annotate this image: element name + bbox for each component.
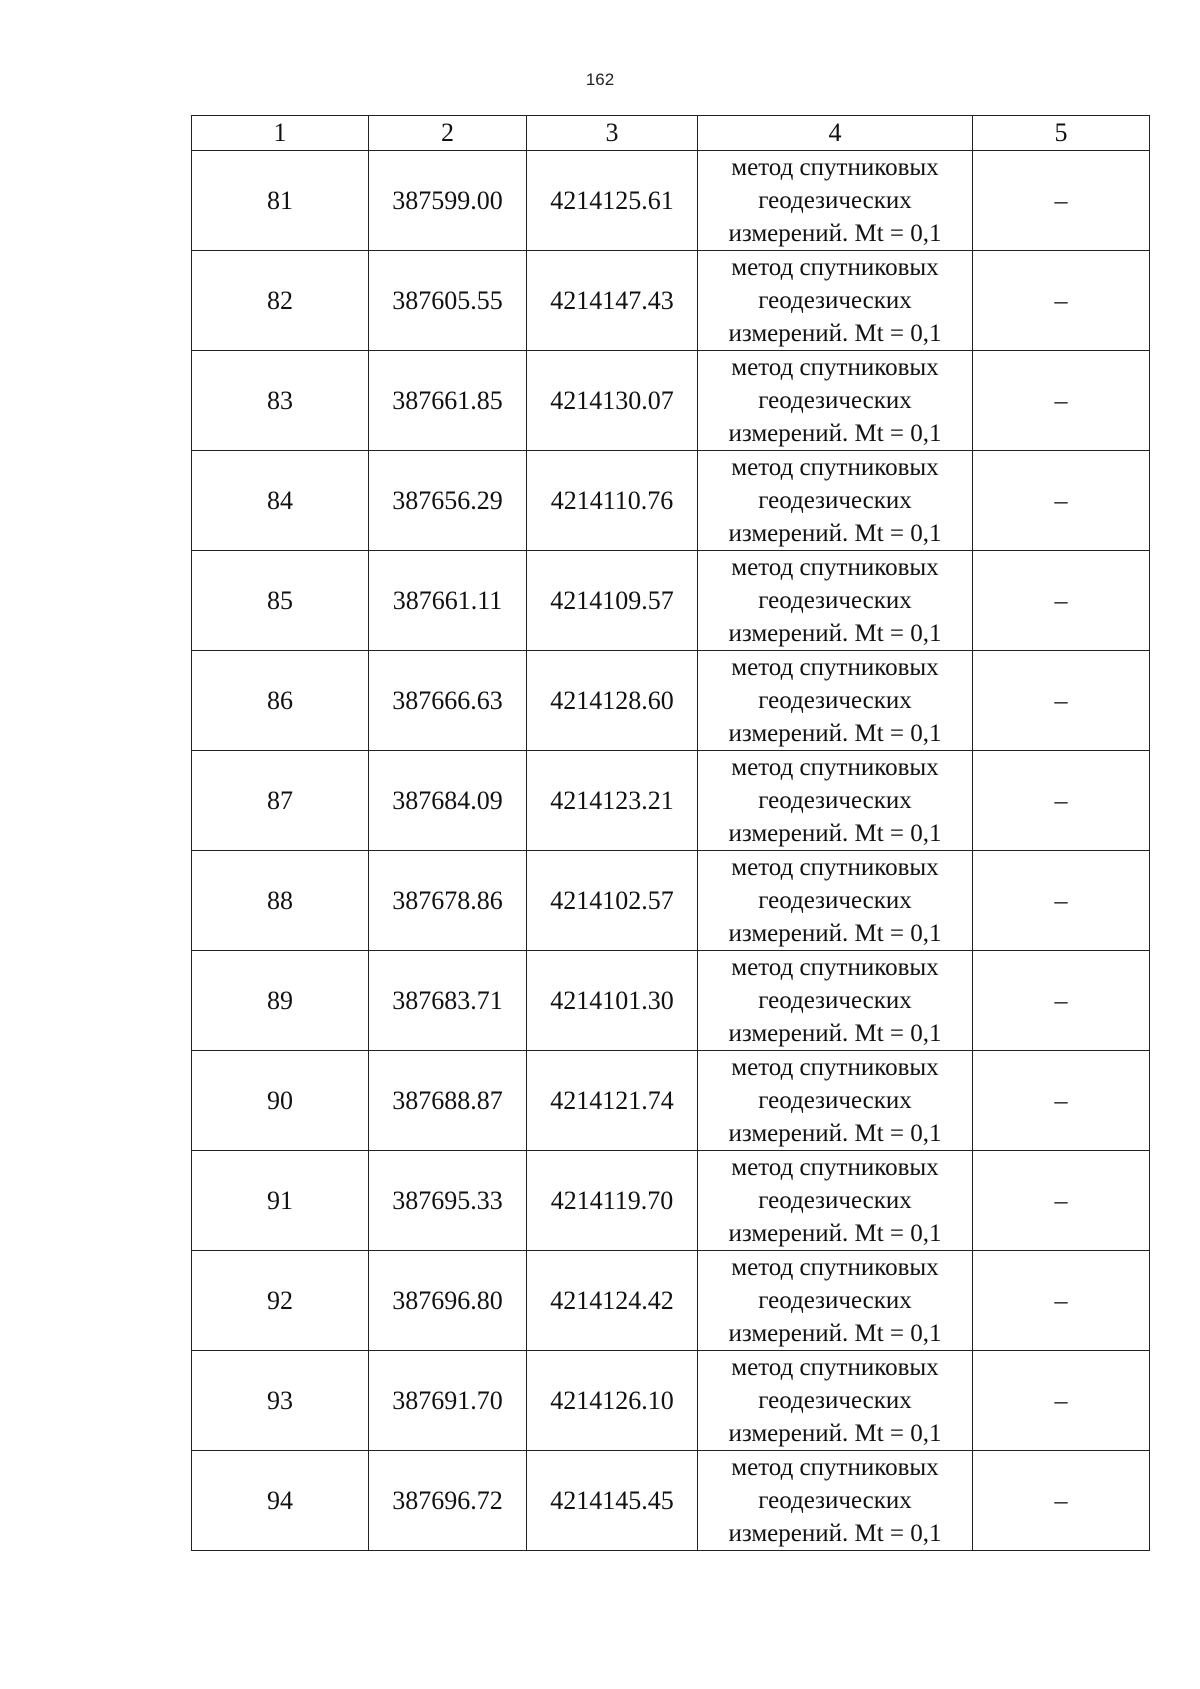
point-number-cell: 86 (192, 651, 369, 751)
table-row (192, 851, 1150, 951)
point-number-cell: 85 (192, 551, 369, 651)
x-coordinate-cell: 387684.09 (369, 751, 527, 851)
method-cell: метод спутниковых геодезических измерений. Mt = 0,1 (698, 251, 973, 351)
note-cell: – (973, 151, 1150, 251)
note-cell: – (973, 451, 1150, 551)
table-row (192, 1051, 1150, 1151)
point-number-cell: 93 (192, 1351, 369, 1451)
y-coordinate-cell: 4214102.57 (527, 851, 698, 951)
table-row (192, 551, 1150, 651)
header-cell-1: 1 (192, 116, 369, 151)
point-number-cell: 91 (192, 1151, 369, 1251)
x-coordinate-cell: 387661.85 (369, 351, 527, 451)
x-coordinate-cell: 387666.63 (369, 651, 527, 751)
y-coordinate-cell: 4214145.45 (527, 1451, 698, 1551)
point-number-cell: 82 (192, 251, 369, 351)
header-cell-2: 2 (369, 116, 527, 151)
y-coordinate-cell: 4214126.10 (527, 1351, 698, 1451)
table-row (192, 651, 1150, 751)
x-coordinate-cell: 387605.55 (369, 251, 527, 351)
header-row (192, 116, 1150, 151)
method-cell: метод спутниковых геодезических измерений. Mt = 0,1 (698, 751, 973, 851)
note-cell: – (973, 551, 1150, 651)
table-row (192, 351, 1150, 451)
x-coordinate-cell: 387656.29 (369, 451, 527, 551)
point-number-cell: 89 (192, 951, 369, 1051)
method-cell: метод спутниковых геодезических измерений. Mt = 0,1 (698, 351, 973, 451)
table-row (192, 1251, 1150, 1351)
method-cell: метод спутниковых геодезических измерений. Mt = 0,1 (698, 651, 973, 751)
x-coordinate-cell: 387695.33 (369, 1151, 527, 1251)
note-cell: – (973, 251, 1150, 351)
method-cell: метод спутниковых геодезических измерений. Mt = 0,1 (698, 1451, 973, 1551)
y-coordinate-cell: 4214124.42 (527, 1251, 698, 1351)
header-cell-3: 3 (527, 116, 698, 151)
x-coordinate-cell: 387678.86 (369, 851, 527, 951)
page-number: 162 (585, 70, 615, 89)
table-row (192, 951, 1150, 1051)
point-number-cell: 88 (192, 851, 369, 951)
table-row (192, 251, 1150, 351)
x-coordinate-cell: 387661.11 (369, 551, 527, 651)
point-number-cell: 84 (192, 451, 369, 551)
point-number-cell: 83 (192, 351, 369, 451)
method-cell: метод спутниковых геодезических измерений. Mt = 0,1 (698, 951, 973, 1051)
method-cell: метод спутниковых геодезических измерений. Mt = 0,1 (698, 1151, 973, 1251)
method-cell: метод спутниковых геодезических измерений. Mt = 0,1 (698, 1051, 973, 1151)
method-cell: метод спутниковых геодезических измерений. Mt = 0,1 (698, 451, 973, 551)
header-cell-4: 4 (698, 116, 973, 151)
x-coordinate-cell: 387688.87 (369, 1051, 527, 1151)
note-cell: – (973, 351, 1150, 451)
note-cell: – (973, 651, 1150, 751)
point-number-cell: 90 (192, 1051, 369, 1151)
note-cell: – (973, 1051, 1150, 1151)
table-row (192, 451, 1150, 551)
point-number-cell: 87 (192, 751, 369, 851)
y-coordinate-cell: 4214110.76 (527, 451, 698, 551)
table-row (192, 151, 1150, 251)
point-number-cell: 94 (192, 1451, 369, 1551)
note-cell: – (973, 1351, 1150, 1451)
note-cell: – (973, 951, 1150, 1051)
note-cell: – (973, 851, 1150, 951)
y-coordinate-cell: 4214128.60 (527, 651, 698, 751)
note-cell: – (973, 1151, 1150, 1251)
y-coordinate-cell: 4214147.43 (527, 251, 698, 351)
y-coordinate-cell: 4214109.57 (527, 551, 698, 651)
y-coordinate-cell: 4214130.07 (527, 351, 698, 451)
method-cell: метод спутниковых геодезических измерений. Mt = 0,1 (698, 851, 973, 951)
point-number-cell: 92 (192, 1251, 369, 1351)
note-cell: – (973, 1251, 1150, 1351)
x-coordinate-cell: 387696.80 (369, 1251, 527, 1351)
y-coordinate-cell: 4214121.74 (527, 1051, 698, 1151)
y-coordinate-cell: 4214119.70 (527, 1151, 698, 1251)
table-row (192, 1151, 1150, 1251)
y-coordinate-cell: 4214101.30 (527, 951, 698, 1051)
table-row (192, 1451, 1150, 1551)
method-cell: метод спутниковых геодезических измерений. Mt = 0,1 (698, 551, 973, 651)
x-coordinate-cell: 387599.00 (369, 151, 527, 251)
header-cell-5: 5 (973, 116, 1150, 151)
table-row (192, 1351, 1150, 1451)
note-cell: – (973, 1451, 1150, 1551)
coordinates-table (191, 115, 1150, 1551)
table-row (192, 751, 1150, 851)
y-coordinate-cell: 4214125.61 (527, 151, 698, 251)
method-cell: метод спутниковых геодезических измерений. Mt = 0,1 (698, 151, 973, 251)
method-cell: метод спутниковых геодезических измерений. Mt = 0,1 (698, 1251, 973, 1351)
y-coordinate-cell: 4214123.21 (527, 751, 698, 851)
point-number-cell: 81 (192, 151, 369, 251)
x-coordinate-cell: 387696.72 (369, 1451, 527, 1551)
method-cell: метод спутниковых геодезических измерений. Mt = 0,1 (698, 1351, 973, 1451)
x-coordinate-cell: 387683.71 (369, 951, 527, 1051)
note-cell: – (973, 751, 1150, 851)
x-coordinate-cell: 387691.70 (369, 1351, 527, 1451)
table-body (192, 151, 1150, 1551)
